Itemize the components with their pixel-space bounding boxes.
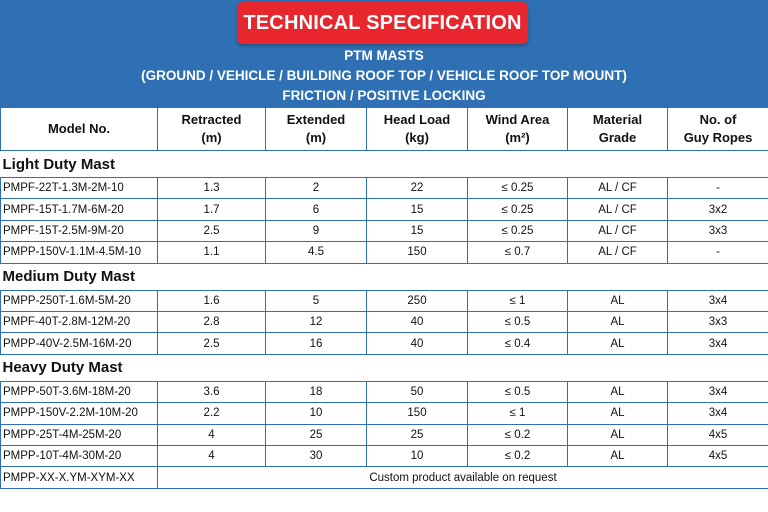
cell-extended: 9 xyxy=(266,220,367,241)
cell-material: AL / CF xyxy=(568,178,668,199)
cell-extended: 16 xyxy=(266,333,367,354)
cell-guy-ropes: 3x4 xyxy=(668,290,768,311)
cell-material: AL xyxy=(568,445,668,466)
cell-wind-area: ≤ 0.25 xyxy=(468,178,568,199)
cell-wind-area: ≤ 0.2 xyxy=(468,445,568,466)
cell-guy-ropes: 3x3 xyxy=(668,220,768,241)
section-header-row xyxy=(1,151,768,178)
col-model: Model No. xyxy=(1,108,158,151)
cell-wind-area: ≤ 0.25 xyxy=(468,220,568,241)
table-row xyxy=(1,290,768,311)
col-wind-area: Wind Area (m²) xyxy=(468,108,568,151)
cell-extended: 18 xyxy=(266,381,367,402)
cell-extended: 10 xyxy=(266,403,367,424)
cell-retracted: 2.5 xyxy=(158,220,266,241)
table-header-row xyxy=(1,108,768,151)
cell-retracted: 3.6 xyxy=(158,381,266,402)
cell-head-load: 50 xyxy=(367,381,468,402)
table-row xyxy=(1,311,768,332)
col-retracted: Retracted (m) xyxy=(158,108,266,151)
cell-head-load: 40 xyxy=(367,311,468,332)
cell-material: AL xyxy=(568,381,668,402)
cell-retracted: 1.1 xyxy=(158,242,266,263)
cell-model: PMPP-150V-1.1M-4.5M-10 xyxy=(1,242,158,263)
cell-guy-ropes: 3x4 xyxy=(668,381,768,402)
cell-material: AL xyxy=(568,333,668,354)
cell-head-load: 150 xyxy=(367,403,468,424)
cell-wind-area: ≤ 0.5 xyxy=(468,381,568,402)
cell-model: PMPF-40T-2.8M-12M-20 xyxy=(1,311,158,332)
cell-retracted: 2.8 xyxy=(158,311,266,332)
cell-extended: 30 xyxy=(266,445,367,466)
cell-extended: 4.5 xyxy=(266,242,367,263)
cell-guy-ropes: 4x5 xyxy=(668,445,768,466)
cell-retracted: 4 xyxy=(158,445,266,466)
cell-head-load: 150 xyxy=(367,242,468,263)
cell-material: AL xyxy=(568,311,668,332)
table-row xyxy=(1,242,768,263)
cell-retracted: 2.5 xyxy=(158,333,266,354)
subtitle-mount-types: (GROUND / VEHICLE / BUILDING ROOF TOP / VEHICLE ROOF TOP MOUNT) xyxy=(141,68,627,83)
cell-head-load: 250 xyxy=(367,290,468,311)
subtitle-product: PTM MASTS xyxy=(344,48,424,63)
cell-wind-area: ≤ 1 xyxy=(468,290,568,311)
cell-material: AL xyxy=(568,290,668,311)
cell-model: PMPP-150V-2.2M-10M-20 xyxy=(1,403,158,424)
cell-wind-area: ≤ 1 xyxy=(468,403,568,424)
cell-material: AL / CF xyxy=(568,199,668,220)
cell-extended: 12 xyxy=(266,311,367,332)
cell-extended: 6 xyxy=(266,199,367,220)
table-row xyxy=(1,403,768,424)
cell-retracted: 2.2 xyxy=(158,403,266,424)
cell-model: PMPF-22T-1.3M-2M-10 xyxy=(1,178,158,199)
header-banner xyxy=(0,0,768,107)
col-head-load: Head Load (kg) xyxy=(367,108,468,151)
cell-guy-ropes: 4x5 xyxy=(668,424,768,445)
table-body xyxy=(1,151,768,489)
cell-head-load: 15 xyxy=(367,199,468,220)
table-row xyxy=(1,220,768,241)
section-title: Light Duty Mast xyxy=(1,151,768,178)
cell-model: PMPP-50T-3.6M-18M-20 xyxy=(1,381,158,402)
table-row xyxy=(1,178,768,199)
cell-head-load: 22 xyxy=(367,178,468,199)
cell-model: PMPP-250T-1.6M-5M-20 xyxy=(1,290,158,311)
title-badge: TECHNICAL SPECIFICATION xyxy=(237,2,528,44)
table-row xyxy=(1,199,768,220)
cell-material: AL / CF xyxy=(568,220,668,241)
table-row xyxy=(1,445,768,466)
cell-model: PMPF-15T-1.7M-6M-20 xyxy=(1,199,158,220)
cell-material: AL xyxy=(568,403,668,424)
col-extended: Extended (m) xyxy=(266,108,367,151)
cell-model: PMPP-XX-X.YM-XYM-XX xyxy=(1,467,158,489)
cell-guy-ropes: 3x4 xyxy=(668,333,768,354)
cell-wind-area: ≤ 0.4 xyxy=(468,333,568,354)
cell-wind-area: ≤ 0.2 xyxy=(468,424,568,445)
col-guy-ropes: No. of Guy Ropes xyxy=(668,108,768,151)
spec-table xyxy=(0,107,768,489)
cell-head-load: 10 xyxy=(367,445,468,466)
cell-wind-area: ≤ 0.25 xyxy=(468,199,568,220)
custom-product-note: Custom product available on request xyxy=(158,467,768,489)
cell-head-load: 40 xyxy=(367,333,468,354)
cell-model: PMPP-25T-4M-25M-20 xyxy=(1,424,158,445)
subtitle-locking: FRICTION / POSITIVE LOCKING xyxy=(282,88,486,103)
cell-guy-ropes: 3x2 xyxy=(668,199,768,220)
cell-guy-ropes: - xyxy=(668,242,768,263)
col-material: Material Grade xyxy=(568,108,668,151)
section-header-row xyxy=(1,263,768,290)
cell-retracted: 1.7 xyxy=(158,199,266,220)
custom-product-row xyxy=(1,467,768,489)
cell-model: PMPF-15T-2.5M-9M-20 xyxy=(1,220,158,241)
cell-wind-area: ≤ 0.7 xyxy=(468,242,568,263)
cell-guy-ropes: 3x4 xyxy=(668,403,768,424)
cell-retracted: 1.3 xyxy=(158,178,266,199)
section-header-row xyxy=(1,354,768,381)
cell-guy-ropes: - xyxy=(668,178,768,199)
cell-model: PMPP-40V-2.5M-16M-20 xyxy=(1,333,158,354)
cell-extended: 25 xyxy=(266,424,367,445)
cell-head-load: 15 xyxy=(367,220,468,241)
cell-extended: 5 xyxy=(266,290,367,311)
cell-extended: 2 xyxy=(266,178,367,199)
cell-retracted: 4 xyxy=(158,424,266,445)
section-title: Heavy Duty Mast xyxy=(1,354,768,381)
table-row xyxy=(1,424,768,445)
cell-material: AL xyxy=(568,424,668,445)
table-row xyxy=(1,333,768,354)
cell-wind-area: ≤ 0.5 xyxy=(468,311,568,332)
section-title: Medium Duty Mast xyxy=(1,263,768,290)
table-row xyxy=(1,381,768,402)
cell-guy-ropes: 3x3 xyxy=(668,311,768,332)
cell-material: AL / CF xyxy=(568,242,668,263)
cell-head-load: 25 xyxy=(367,424,468,445)
cell-retracted: 1.6 xyxy=(158,290,266,311)
cell-model: PMPP-10T-4M-30M-20 xyxy=(1,445,158,466)
